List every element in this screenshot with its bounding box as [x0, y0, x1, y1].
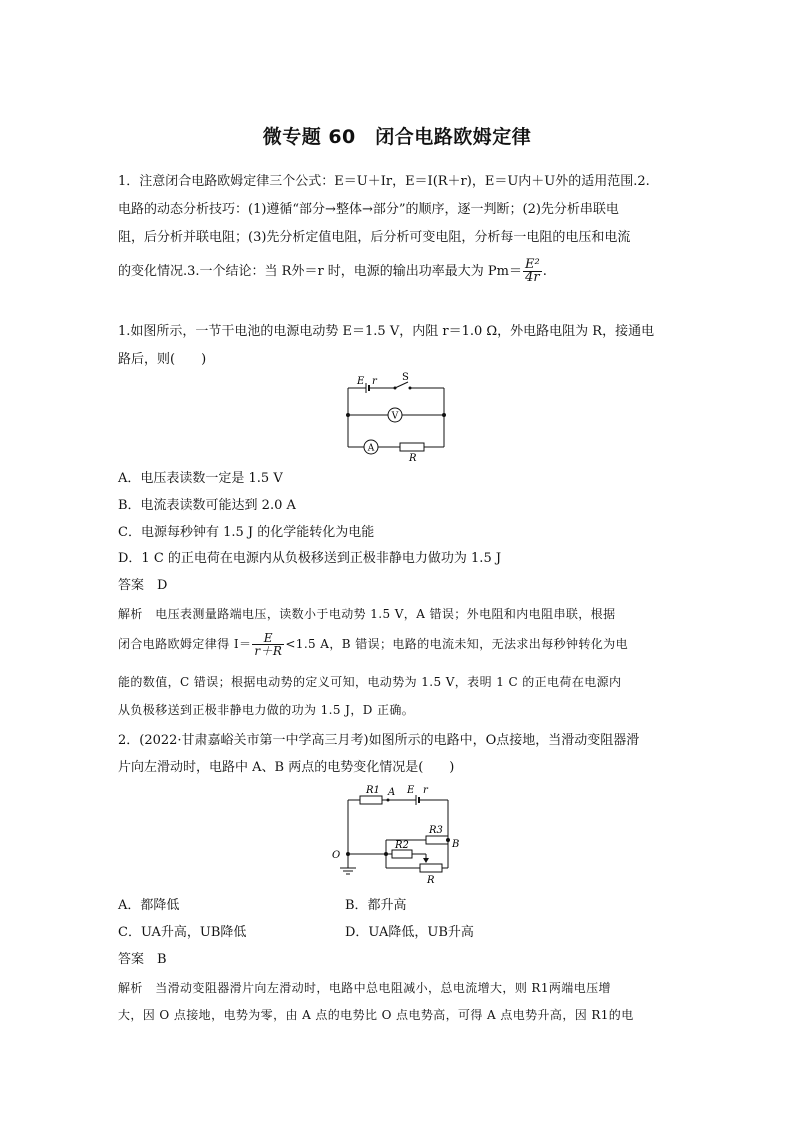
- intro-line-4: [118, 256, 547, 288]
- label-R3: R3: [429, 825, 443, 836]
- label-R2: R2: [395, 840, 409, 851]
- q2-circuit-diagram: [328, 782, 466, 887]
- label-E: E: [407, 785, 415, 796]
- q1-analysis-text-1: 电压表测量路端电压，读数小于电动势 1.5 V，A 错误；外电阻和内电阻串联，根据: [155, 607, 616, 621]
- q1-analysis-label: 解析: [118, 607, 143, 621]
- page-title: 微专题 60 闭合电路欧姆定律: [262, 126, 532, 148]
- slider-arrow-icon: [423, 858, 429, 863]
- label-B: B: [452, 839, 460, 850]
- switch-contact: [394, 387, 397, 390]
- q1-analysis-line-1: [118, 605, 615, 623]
- q2-analysis-line-2: 大，因 O 点接地，电势为零，由 A 点的电势比 O 点电势高，可得 A 点电势升高，因 R1的电: [118, 1008, 634, 1022]
- junction-dot: [346, 852, 350, 856]
- current-numerator: E: [252, 632, 284, 645]
- ammeter-symbol: A: [367, 443, 375, 454]
- label-r: r: [372, 376, 377, 387]
- q1-stem-line-2: 路后，则( ): [118, 352, 207, 367]
- q2-stem-line-1: 2．(2022·甘肃嘉峪关市第一中学高三月考)如图所示的电路中，O点接地，当滑动变阻器滑: [118, 733, 640, 748]
- label-r: r: [423, 785, 428, 796]
- q1-analysis-line-2: [118, 627, 628, 661]
- intro-line-2: 电路的动态分析技巧：(1)遵循“部分→整体→部分”的顺序，逐一判断；(2)先分析串联电: [118, 202, 619, 217]
- q1-option-b: B．电流表读数可能达到 2.0 A: [118, 498, 296, 513]
- intro-line-1: 1．注意闭合电路欧姆定律三个公式：E＝U＋Ir，E＝I(R＋r)，E＝U内＋U外的适用范围.2.: [118, 174, 650, 189]
- pm-denominator: 4r: [525, 270, 540, 285]
- q1-option-a: A．电压表读数一定是 1.5 V: [118, 471, 283, 486]
- q2-analysis-line-1: [118, 979, 611, 997]
- q1-answer-label: 答案: [118, 578, 145, 593]
- switch-contact: [409, 387, 412, 390]
- resistor-R3: [426, 836, 448, 844]
- q1-answer-line: [118, 577, 167, 595]
- q1-circuit-diagram: [340, 372, 455, 464]
- q1-analysis-line-4: 从负极移送到正极非静电力做的功为 1.5 J，D 正确。: [118, 703, 415, 717]
- q2-analysis-label: 解析: [118, 981, 143, 995]
- q2-option-c: C．UA升高，UB降低: [118, 925, 247, 940]
- label-R: R: [409, 453, 417, 464]
- q2-answer-line: [118, 951, 167, 969]
- label-S: S: [402, 372, 409, 383]
- q1-analysis-text-2b: <1.5 A，B 错误；电路的电流未知，无法求出每秒钟转化为电: [285, 637, 628, 651]
- current-fraction: [252, 632, 284, 657]
- junction-dot: [387, 799, 390, 802]
- q1-analysis-text-2a: 闭合电路欧姆定律得 I＝: [118, 637, 252, 651]
- q2-stem-line-2: 片向左滑动时，电路中 A、B 两点的电势变化情况是( ): [118, 760, 455, 775]
- resistor-R: [400, 443, 424, 451]
- q2-option-d: D．UA降低，UB升高: [345, 925, 474, 940]
- q2-answer-label: 答案: [118, 952, 145, 967]
- q2-answer: B: [157, 952, 167, 967]
- resistor-R2: [392, 850, 412, 858]
- intro-line-4-end: .: [542, 264, 547, 279]
- label-A: A: [388, 787, 396, 798]
- label-O: O: [332, 850, 341, 861]
- voltmeter-symbol: V: [391, 411, 399, 422]
- rheostat-R: [420, 864, 442, 872]
- junction-dot: [384, 852, 388, 856]
- pm-numerator: E²: [525, 257, 540, 272]
- q2-option-b: B．都升高: [345, 898, 407, 913]
- pm-fraction: [523, 259, 542, 284]
- q1-analysis-line-3: 能的数值，C 错误；根据电动势的定义可知，电动势为 1.5 V，表明 1 C 的正电荷在电源内: [118, 675, 622, 689]
- label-E: E: [357, 376, 365, 387]
- resistor-R1: [360, 796, 382, 804]
- current-denominator: r＋R: [254, 644, 283, 658]
- junction-dot: [346, 413, 350, 417]
- q2-option-a: A．都降低: [118, 898, 180, 913]
- junction-dot: [442, 413, 446, 417]
- intro-line-3: 阻，后分析并联电阻；(3)先分析定值电阻，后分析可变电阻，分析每一电阻的电压和电流: [118, 230, 631, 245]
- q1-option-d: D．1 C 的正电荷在电源内从负极移送到正极非静电力做功为 1.5 J: [118, 551, 502, 566]
- label-R: R: [427, 875, 435, 886]
- intro-line-4-text: 的变化情况.3.一个结论：当 R外＝r 时，电源的输出功率最大为 Pm＝: [118, 264, 523, 279]
- q1-stem-line-1: 1.如图所示，一节干电池的电源电动势 E＝1.5 V，内阻 r＝1.0 Ω，外电路电阻为 R，接通电: [118, 324, 655, 339]
- q1-option-c: C．电源每秒钟有 1.5 J 的化学能转化为电能: [118, 525, 375, 540]
- junction-dot: [446, 838, 450, 842]
- label-R1: R1: [366, 785, 380, 796]
- q2-analysis-text-1: 当滑动变阻器滑片向左滑动时，电路中总电阻减小，总电流增大，则 R1两端电压增: [155, 981, 611, 995]
- q1-answer: D: [157, 578, 168, 593]
